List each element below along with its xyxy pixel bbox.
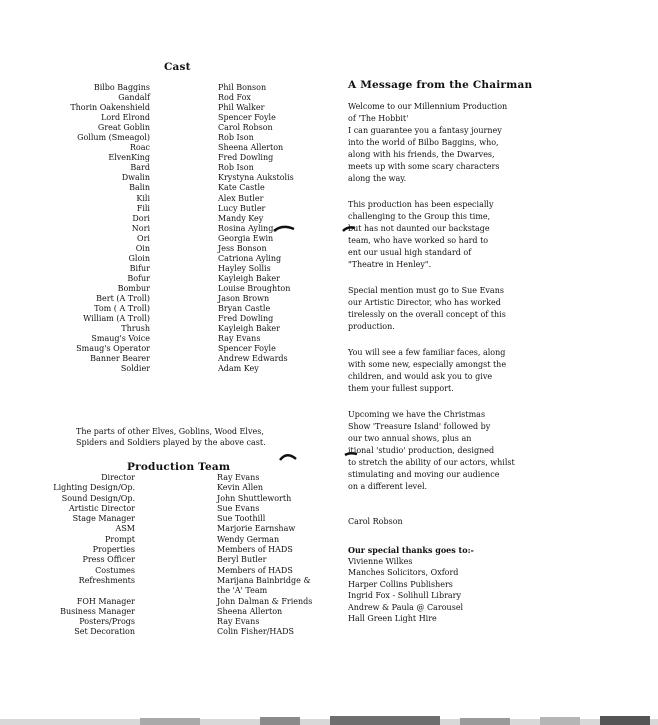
production-name: Members of HADS — [217, 545, 293, 555]
production-role: Costumes — [95, 565, 135, 575]
production-name-line: Marijana Bainbridge & — [217, 575, 311, 585]
cast-actor: Krystyna Aukstolis — [218, 173, 294, 183]
production-name-line: the 'A' Team — [217, 586, 268, 596]
message-line: along with his friends, the Dwarves, — [348, 150, 495, 159]
cast-role: Lord Elrond — [101, 113, 150, 123]
message-line: children, and would ask you to give — [348, 372, 493, 381]
production-team-heading: Production Team — [127, 461, 231, 473]
cast-note-line: Spiders and Soldiers played by the above cast. — [76, 437, 266, 447]
cast-actor: Spencer Foyle — [218, 113, 276, 123]
production-role: Prompt — [105, 534, 135, 544]
production-name: Ray Evans — [217, 473, 260, 482]
ink-mark — [342, 225, 356, 233]
message-line: Upcoming we have the Christmas — [348, 410, 486, 419]
production-name: Sue Evans — [217, 503, 260, 513]
production-name: Members of HADS — [217, 565, 293, 575]
production-role: ASM — [115, 524, 135, 534]
message-line: our Artistic Director, who has worked — [348, 298, 501, 307]
thanks-name: Andrew & Paula @ Carousel — [348, 602, 464, 612]
cast-role: Oin — [135, 243, 150, 253]
cast-role: ElvenKing — [108, 153, 150, 163]
cast-heading: Cast — [164, 61, 191, 73]
cast-role: Thorin Oakenshield — [70, 103, 150, 113]
cast-note — [76, 427, 266, 448]
production-role: Set Decoration — [74, 627, 135, 637]
cast-actor: Hayley Sollis — [218, 263, 271, 273]
cast-actor: Kate Castle — [218, 183, 265, 193]
production-name: Wendy German — [217, 534, 280, 544]
cast-actor: Ray Evans — [218, 334, 261, 344]
production-name: Kevin Allen — [217, 483, 264, 493]
production-name: Colin Fisher/HADS — [217, 627, 295, 637]
message-line: of 'The Hobbit' — [348, 114, 409, 123]
cast-actor: Phil Walker — [218, 103, 265, 113]
production-role: Refreshments — [78, 575, 135, 585]
cast-role: Gollum (Smeagol) — [77, 133, 150, 143]
cast-role: William (A Troll) — [83, 314, 150, 324]
cast-role: Smaug's Voice — [91, 334, 150, 344]
cast-role: Gandalf — [118, 93, 150, 103]
message-line: Welcome to our Millennium Production — [348, 102, 508, 111]
ink-mark — [278, 450, 298, 462]
cast-actor: Bryan Castle — [218, 304, 271, 314]
thanks-name: Ingrid Fox - Solihull Library — [348, 591, 462, 601]
message-line: along the way. — [348, 174, 407, 183]
cast-role: Bard — [130, 163, 150, 173]
message-line: meets up with some scary characters — [348, 162, 500, 171]
cast-actor: Louise Broughton — [218, 283, 291, 293]
cast-role: Dori — [132, 213, 150, 223]
message-paragraph — [348, 409, 648, 493]
cast-actor: Adam Key — [218, 364, 259, 374]
production-name: Sue Toothill — [217, 514, 266, 524]
cast-actor: Andrew Edwards — [218, 354, 288, 364]
production-name: Beryl Butler — [217, 555, 267, 565]
production-role: Lighting Design/Op. — [53, 483, 135, 493]
message-line: You will see a few familiar faces, along — [348, 348, 506, 357]
production-name: Marjorie Earnshaw — [217, 524, 296, 534]
thanks-heading: Our special thanks goes to:- — [348, 545, 474, 555]
cast-role: Roac — [129, 143, 150, 153]
message-heading: A Message from the Chairman — [348, 79, 533, 91]
message-line: with some new, especially amongst the — [348, 360, 507, 369]
message-paragraph — [348, 285, 648, 333]
message-line: "Theatre in Henley". — [348, 260, 432, 269]
cast-actor: Sheena Allerton — [218, 143, 284, 153]
cast-role: Nori — [131, 223, 150, 233]
production-name: John Shuttleworth — [217, 493, 292, 503]
message-line: them your fullest support. — [348, 384, 454, 393]
cast-actor: Alex Butler — [218, 193, 264, 203]
cast-role: Bombur — [117, 283, 150, 293]
message-line: Show 'Treasure Island' followed by — [348, 422, 491, 431]
message-line: Special mention must go to Sue Evans — [348, 286, 504, 295]
ink-mark — [344, 451, 358, 457]
message-paragraph — [348, 199, 648, 271]
cast-role: Gloin — [128, 253, 150, 263]
cast-actor: Jason Brown — [218, 293, 270, 303]
production-role: Stage Manager — [72, 514, 135, 524]
message-line: This production has been especially — [348, 200, 494, 209]
cast-actor: Spencer Foyle — [218, 344, 276, 354]
thanks-name: Harper Collins Publishers — [348, 579, 453, 589]
message-body — [348, 101, 648, 507]
cast-actor: Rob Ison — [218, 163, 254, 173]
message-line: I can guarantee you a fantasy journey — [348, 126, 502, 135]
message-line: into the world of Bilbo Baggins, who, — [348, 138, 499, 147]
cast-actor: Carol Robson — [218, 123, 273, 133]
ink-mark — [272, 223, 296, 233]
cast-actor: Kayleigh Baker — [218, 324, 280, 334]
cast-role: Dwalin — [121, 173, 150, 183]
message-line: challenging to the Group this time, — [348, 212, 491, 221]
cast-role: Banner Bearer — [90, 354, 150, 364]
cast-actor: Catriona Ayling — [218, 253, 282, 263]
cast-actor: Phil Bonson — [218, 83, 267, 92]
production-role: Business Manager — [60, 606, 135, 616]
cast-role: Bifur — [129, 263, 150, 273]
production-team-roles-column — [0, 473, 135, 638]
cast-roles-column — [0, 83, 150, 374]
message-line: but has not daunted our backstage — [348, 224, 490, 233]
cast-role: Bilbo Baggins — [93, 83, 150, 92]
message-paragraph — [348, 101, 648, 185]
scan-edge-strip — [0, 714, 658, 725]
production-role: Press Officer — [82, 555, 135, 565]
cast-actor: Lucy Butler — [218, 203, 266, 213]
cast-role: Smaug's Operator — [76, 344, 150, 354]
production-role: Artistic Director — [68, 503, 135, 513]
production-role: Director — [101, 473, 135, 482]
message-line: production. — [348, 322, 395, 331]
cast-actor: Georgia Ewin — [218, 233, 274, 243]
thanks-name: Vivienne Wilkes — [348, 557, 413, 566]
message-line: on a different level. — [348, 482, 428, 491]
message-signature: Carol Robson — [348, 517, 403, 526]
cast-role: Bofur — [127, 273, 150, 283]
production-name: Sheena Allerton — [217, 606, 283, 616]
message-line: tirelessly on the overall concept of this — [348, 310, 506, 319]
production-team-names-column — [217, 473, 337, 638]
cast-actor: Rod Fox — [218, 93, 251, 103]
message-line: stimulating and moving our audience — [348, 470, 500, 479]
message-line: team, who have worked so hard to — [348, 236, 489, 245]
production-name: Ray Evans — [217, 617, 260, 627]
thanks-name: Hall Green Light Hire — [348, 614, 437, 624]
message-line: itional 'studio' production, designed — [348, 446, 495, 455]
cast-role: Soldier — [120, 364, 150, 374]
thanks-list — [348, 556, 463, 624]
cast-note-line: The parts of other Elves, Goblins, Wood Elves, — [76, 427, 264, 436]
cast-actor: Rosina Ayling — [218, 223, 274, 233]
message-line: our two annual shows, plus an — [348, 434, 472, 443]
cast-role: Thrush — [121, 324, 150, 334]
message-paragraph — [348, 347, 648, 395]
cast-role: Balin — [129, 183, 150, 193]
message-line: to stretch the ability of our actors, whilst — [348, 458, 515, 467]
cast-role: Fili — [136, 203, 150, 213]
cast-actor: Mandy Key — [218, 213, 264, 223]
cast-role: Bert (A Troll) — [96, 293, 150, 303]
thanks-name: Manches Solicitors, Oxford — [348, 568, 459, 578]
cast-role: Kili — [136, 193, 150, 203]
production-role: Posters/Progs — [79, 617, 135, 627]
cast-actor: Rob Ison — [218, 133, 254, 143]
cast-role: Tom ( A Troll) — [94, 304, 150, 314]
message-line: ent our usual high standard of — [348, 248, 472, 257]
production-role: FOH Manager — [76, 596, 135, 606]
cast-actor: Kayleigh Baker — [218, 273, 280, 283]
cast-actor: Fred Dowling — [218, 153, 274, 163]
cast-role: Great Goblin — [97, 123, 150, 133]
cast-role: Ori — [137, 233, 150, 243]
production-name: John Dalman & Friends — [217, 596, 313, 606]
cast-actor: Jess Bonson — [218, 243, 267, 253]
production-role: Sound Design/Op. — [61, 493, 135, 503]
production-name — [217, 576, 337, 597]
cast-actor: Fred Dowling — [218, 314, 274, 324]
production-role: Properties — [92, 545, 135, 555]
